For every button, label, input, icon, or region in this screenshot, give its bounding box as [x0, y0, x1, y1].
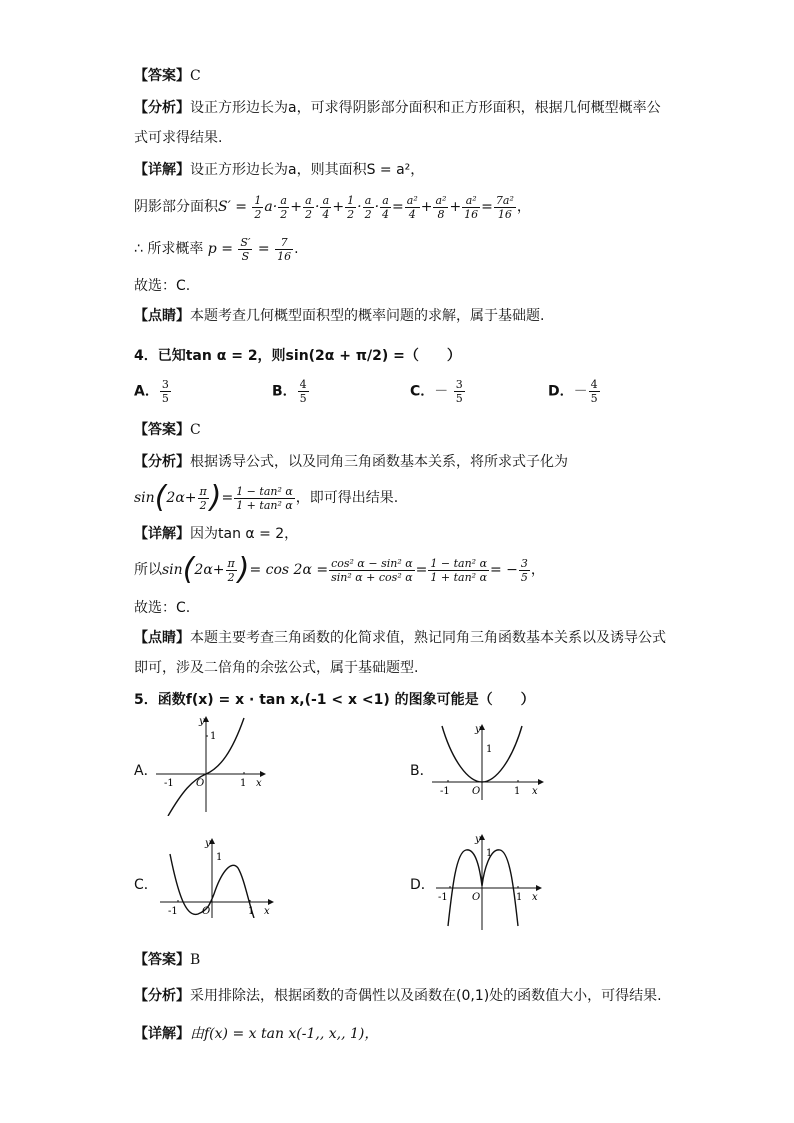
x-axis-arrow-icon: [536, 885, 542, 891]
q5-graph-b: [428, 720, 548, 804]
label-x: x: [264, 906, 270, 917]
q4-analysis-formula: sin(2α+ $\frac{\pi}{2}$ )= $\frac{\text{1 − tan² α}}{\text{1 + tan² α}}$: [134, 480, 293, 515]
label-x: x: [532, 786, 538, 797]
q4-comment-line-2: 即可，涉及二倍角的余弦公式，属于基础题型.: [134, 660, 419, 676]
q4-analysis-text-1: 根据诱导公式，以及同角三角函数基本关系，将所求式子化为: [190, 454, 568, 470]
q3-analysis-line-2: 式可求得结果.: [134, 130, 223, 146]
q5-analysis-text: 采用排除法，根据函数的奇偶性以及函数在(0,1)处的函数值大小，可得结果.: [190, 988, 662, 1004]
q3-answer-line: [134, 66, 201, 86]
label-y-one: 1: [486, 744, 493, 755]
q4-option-c: C．－ $\frac{3}{5}$: [410, 378, 463, 405]
q5-option-c-label: C．: [134, 877, 158, 893]
q3-detail-line-1: [134, 160, 424, 180]
q4-comment-text-1: 本题主要考查三角函数的化简求值，熟记同角三角函数基本关系以及诱导公式: [190, 630, 666, 646]
q4-conclusion: 故选：C.: [134, 600, 191, 616]
q5-graph-a: [152, 712, 272, 816]
q5-detail-text: 由f(x) = x tan x(-1,, x,, 1)，: [190, 1026, 379, 1042]
label-y-one: 1: [210, 731, 217, 742]
q3-probability-prefix: ∴ 所求概率: [134, 241, 204, 257]
q3-conclusion: 故选：C.: [134, 278, 191, 294]
q5-title: 5．函数f(x) = x · tan x,(-1 < x <1) 的图象可能是（ ）: [134, 692, 535, 708]
q4-answer-line: 【答案】C: [134, 422, 201, 438]
q4-detail-text-1: 因为tan α = 2，: [190, 526, 299, 542]
label-pos-one: 1: [514, 786, 521, 797]
q4-detail-formula: sin(2α+ $\frac{\pi}{2}$ )= cos 2α = $\frac{\text{cos² α − sin² α}}{\text{sin² α + cos² α}}$ = $\frac{\text{1 − tan² α}}{\text{1 + tan² α}}$ = − $\frac{3}{5}$: [162, 552, 528, 587]
label-origin: O: [472, 786, 481, 797]
q4-title: [134, 340, 461, 372]
q3-shadow-area-formula: S′ = $\frac{1}{2}$ a· $\frac{a}{2}$ + $\frac{a}{2}$ · $\frac{a}{4}$ + $\frac{1}{2}$ · $\frac{a}{2}$ · $\frac{a}{4}$ = $\frac{\text{a²}}{4}$ + $\frac{\text{a²}}{8}$ + $\frac{\text{a²}}{16}$ = $\frac{\text{7a²}}{16}$: [218, 193, 514, 221]
label-pos-one: 1: [516, 892, 523, 903]
label-y: y: [475, 834, 481, 845]
q4-option-b: B． $\frac{4}{5}$: [272, 378, 307, 405]
q3-answer-value: C: [190, 68, 201, 84]
q4-comment-line-1: 【点睛】本题主要考查三角函数的化简求值，熟记同角三角函数基本关系以及诱导公式: [134, 630, 666, 646]
q4-answer-value: C: [190, 422, 201, 438]
q3-shadow-area-prefix: 阴影部分面积: [134, 199, 218, 215]
q3-analysis-text-1: 设正方形边长为a，可求得阴影部分面积和正方形面积，根据几何概型概率公: [190, 100, 661, 116]
q4-detail-line-1: 【详解】因为tan α = 2，: [134, 526, 299, 542]
q4-analysis-suffix: ，即可得出结果.: [295, 490, 399, 506]
label-x: x: [532, 892, 538, 903]
label-neg-one: -1: [164, 778, 174, 789]
comment-tag: 【点睛】: [134, 308, 190, 324]
label-y: y: [475, 724, 481, 735]
analysis-tag: 【分析】: [134, 100, 190, 116]
label-pos-one: 1: [248, 906, 255, 917]
label-origin: O: [202, 906, 211, 917]
q4-option-d: D．－ $\frac{4}{5}$: [548, 378, 598, 405]
q3-probability-formula: p = $\frac{S'}{S}$ = $\frac{7}{16}$: [203, 235, 292, 263]
q3-detail-text-1: 设正方形边长为a，则其面积S = a²，: [190, 162, 425, 178]
label-pos-one: 1: [240, 778, 247, 789]
q5-option-d-label: D．: [410, 877, 435, 893]
q5-option-a-label: A．: [134, 763, 158, 779]
x-axis-arrow-icon: [538, 779, 544, 785]
q3-comment-text: 本题考查几何概型面积型的概率问题的求解，属于基础题.: [190, 308, 545, 324]
label-origin: O: [472, 892, 481, 903]
q4-detail-prefix: 所以: [134, 562, 162, 578]
label-neg-one: -1: [168, 906, 178, 917]
q5-answer-line: 【答案】B: [134, 952, 201, 968]
label-neg-one: -1: [438, 892, 448, 903]
q5-graph-c: [156, 834, 282, 918]
label-y-one: 1: [486, 848, 493, 859]
x-axis-arrow-icon: [260, 771, 266, 777]
label-neg-one: -1: [440, 786, 450, 797]
label-y-one: 1: [216, 852, 223, 863]
q5-answer-value: B: [190, 952, 201, 968]
label-y: y: [199, 716, 205, 727]
detail-tag: 【详解】: [134, 162, 190, 178]
q5-option-b-label: B．: [410, 763, 434, 779]
q5-analysis-line: 【分析】采用排除法，根据函数的奇偶性以及函数在(0,1)处的函数值大小，可得结果.: [134, 988, 662, 1004]
q4-detail-line-2: 所以sin(2α+ $\frac{\pi}{2}$ )= cos 2α = $\frac{\text{cos² α − sin² α}}{\text{sin² α + cos² α}}$ = $\frac{\text{1 − tan² α}}{\text{1 + tan² α}}$ = − $\frac{3}{5}$ ，: [134, 552, 545, 587]
answer-tag: 【答案】: [134, 68, 190, 84]
q4-option-a: A． $\frac{3}{5}$: [134, 378, 169, 405]
label-y: y: [205, 838, 211, 849]
x-axis-arrow-icon: [268, 899, 274, 905]
q5-graph-d: [432, 830, 548, 930]
q3-analysis-line-1: [134, 98, 661, 118]
q4-analysis-line-1: 【分析】根据诱导公式，以及同角三角函数基本关系，将所求式子化为: [134, 454, 568, 470]
q3-detail-line-3: ∴ 所求概率 p = $\frac{S'}{S}$ = $\frac{7}{16}$ .: [134, 235, 299, 263]
q4-analysis-line-2: [134, 480, 398, 516]
q3-comment-line: [134, 306, 544, 326]
label-origin: O: [196, 778, 205, 789]
q5-detail-line: 【详解】由f(x) = x tan x(-1,, x,, 1)，: [134, 1026, 379, 1042]
q3-detail-line-2: 阴影部分面积S′ = $\frac{1}{2}$ a· $\frac{a}{2}$ + $\frac{a}{2}$ · $\frac{a}{4}$ + $\frac{1}{2}$ · $\frac{a}{2}$ · $\frac{a}{4}$ = $\frac{\text{a²}}{4}$ + $\frac{\text{a²}}{8}$ + $\frac{\text{a²}}{16}$ = $\frac{\text{7a²}}{16}$ ，: [134, 193, 531, 221]
q4-title-text: 4．已知tan α = 2，则sin(2α + π/2) =（ ）: [134, 348, 461, 364]
label-x: x: [256, 778, 262, 789]
